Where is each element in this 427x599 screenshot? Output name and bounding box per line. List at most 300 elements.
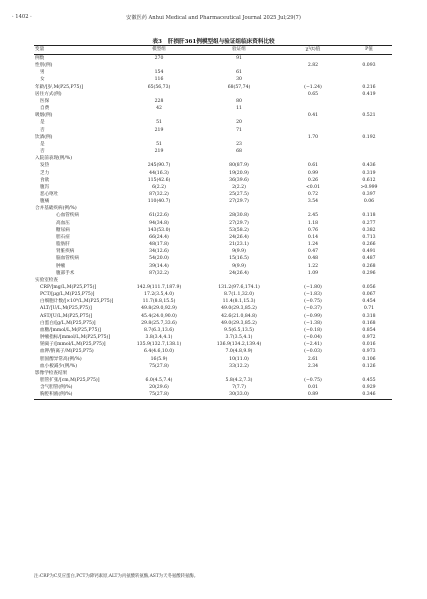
column-header-statistic: χ²(t)值 xyxy=(280,46,346,55)
table-row xyxy=(34,298,392,305)
p-value: 0.319 xyxy=(362,170,376,176)
statistic-value: <0.01 xyxy=(305,184,321,190)
p-value xyxy=(346,127,392,134)
table-row xyxy=(34,212,392,219)
row-label: PCT/[μg/L,M(P25,P75)] xyxy=(40,292,95,298)
row-label: 血糖/[mmol/L,M(P25,P75)] xyxy=(40,327,101,333)
p-value: 0.973 xyxy=(362,349,376,355)
table-row xyxy=(34,291,392,298)
table-row xyxy=(34,384,392,391)
validation-group-value xyxy=(198,370,280,377)
row-label: 糖尿病 xyxy=(56,227,70,233)
validation-group-value: 68(57,74) xyxy=(227,84,251,90)
p-value: 0.067 xyxy=(362,292,376,298)
table-row xyxy=(34,370,392,377)
model-group-value: 20(29.6) xyxy=(149,385,169,391)
p-value xyxy=(346,205,392,212)
statistic-value xyxy=(280,141,346,148)
validation-group-value: 49.0(29.3,85.2) xyxy=(221,320,257,326)
validation-group-value: 19(20.9) xyxy=(229,170,249,176)
model-group-value: 6(2.2) xyxy=(152,184,166,190)
model-group-value: 135.9(132.7,138.1) xyxy=(136,342,182,348)
table-row xyxy=(34,327,392,334)
p-value: 0.216 xyxy=(362,84,376,90)
statistic-value xyxy=(280,105,346,112)
validation-group-value xyxy=(198,91,280,98)
statistic-value: 0.14 xyxy=(307,234,319,240)
row-label: 医保 xyxy=(40,98,50,104)
table-row xyxy=(34,155,392,162)
statistic-value: 0.47 xyxy=(307,249,319,255)
statistic-value: 0.89 xyxy=(280,391,346,399)
statistic-value xyxy=(280,148,346,155)
row-label: 否 xyxy=(40,127,45,133)
p-value xyxy=(346,105,392,112)
validation-group-value: 7.0(4.8,9.9) xyxy=(225,349,253,355)
validation-group-value: 91 xyxy=(236,56,242,61)
model-group-value: 270 xyxy=(154,56,164,61)
p-value: 0.71 xyxy=(363,306,375,312)
statistic-value: 0.41 xyxy=(307,113,319,119)
model-group-value: 87(32.2) xyxy=(149,270,169,276)
table-row xyxy=(34,391,392,399)
journal-title: 安徽医药 Anhui Medical and Pharmaceutical Journal 2025 Jul;29(7) xyxy=(126,15,301,21)
column-header-variable: 变量 xyxy=(34,46,120,55)
statistic-value xyxy=(280,55,346,63)
model-group-value: 66(24.4) xyxy=(149,234,169,240)
table-row xyxy=(34,76,392,83)
validation-group-value: 33(12.2) xyxy=(229,363,249,369)
p-value: 0.521 xyxy=(362,113,376,119)
p-value: 0.016 xyxy=(362,342,376,348)
table-row xyxy=(34,119,392,126)
p-value: 0.093 xyxy=(362,63,376,69)
row-label: 腹泻 xyxy=(40,184,50,190)
statistic-value: 0.26 xyxy=(307,177,319,183)
model-group-value: 39(14.4) xyxy=(149,263,169,269)
p-value xyxy=(346,155,392,162)
p-value: 0.106 xyxy=(362,356,376,362)
validation-group-value: 27(29.7) xyxy=(229,199,249,205)
p-value xyxy=(346,141,392,148)
statistic-value: 3.54 xyxy=(307,199,319,205)
table-row xyxy=(34,62,392,69)
validation-group-value: 8.7(1.1,32.0) xyxy=(224,292,254,298)
table-row xyxy=(34,284,392,291)
row-label: 是 xyxy=(40,141,45,147)
validation-group-value: 80(87.9) xyxy=(229,163,249,169)
validation-group-value xyxy=(198,155,280,162)
table-row xyxy=(34,191,392,198)
statistic-value: 2.34 xyxy=(307,363,319,369)
table-row xyxy=(34,356,392,363)
row-label: 肿瘤指标/[mmol/L,M(P25,P75)] xyxy=(40,335,111,341)
row-label: 乏力 xyxy=(40,170,50,176)
row-label: 胆固醇异常高(例/%) xyxy=(40,356,82,362)
table-row xyxy=(34,263,392,270)
table-row xyxy=(34,227,392,234)
table-row xyxy=(34,141,392,148)
p-value: 0.296 xyxy=(362,270,376,276)
table-row xyxy=(34,277,392,284)
validation-group-value: 9(9.9) xyxy=(232,249,246,255)
validation-group-value: 30(33.0) xyxy=(198,391,280,399)
p-value: 0.346 xyxy=(346,391,392,399)
row-label: 高血压 xyxy=(56,220,70,226)
model-group-value: 219 xyxy=(154,149,164,155)
p-value: 0.266 xyxy=(362,242,376,248)
validation-group-value: 49.0(29.3,85.2) xyxy=(221,306,257,312)
validation-group-value: 68 xyxy=(236,149,242,155)
model-group-value: 3.8(3.4,4.1) xyxy=(145,335,173,341)
p-value xyxy=(346,148,392,155)
p-value: 0.318 xyxy=(362,313,376,319)
validation-group-value: 20 xyxy=(236,120,242,126)
row-label: 女 xyxy=(40,77,45,83)
validation-group-value: 7(7.7) xyxy=(232,385,246,391)
model-group-value: 61(22.6) xyxy=(149,213,169,219)
model-group-value: 17.2(3.5,4.0) xyxy=(144,292,174,298)
p-value: 0.972 xyxy=(362,335,376,341)
statistic-value xyxy=(280,76,346,83)
validation-group-value: 5.8(4.2,7.3) xyxy=(225,378,253,384)
statistic-value: (−0.03) xyxy=(304,349,322,355)
p-value: 0.268 xyxy=(362,263,376,269)
row-label: 钠离子/[mmol/L,M(P25,P75)] xyxy=(40,342,106,348)
statistic-value: 1.70 xyxy=(307,134,319,140)
statistic-value: 1.09 xyxy=(307,270,319,276)
statistic-value xyxy=(280,155,346,162)
p-value: 0.487 xyxy=(362,256,376,262)
table-row xyxy=(34,255,392,262)
table-row xyxy=(34,313,392,320)
row-label: 实验室检查 xyxy=(35,277,58,283)
p-value: 0.056 xyxy=(362,285,376,290)
p-value xyxy=(346,55,392,63)
column-header-p-value: P值 xyxy=(346,46,392,55)
model-group-value: 42 xyxy=(156,106,162,112)
statistic-value xyxy=(280,98,346,105)
model-group-value: 142.9(111.7,187.9) xyxy=(136,285,182,290)
row-label: ALT/[U/L,M(P25,P75)] xyxy=(40,306,92,312)
statistic-value: (−1.38) xyxy=(304,320,322,326)
row-label: 入院前表现(例/%) xyxy=(35,156,73,162)
statistic-value: 0.48 xyxy=(307,256,319,262)
table-row xyxy=(34,198,392,205)
statistic-value xyxy=(280,69,346,76)
validation-group-value: 136.9(134.2,139.4) xyxy=(216,342,262,348)
statistic-value: 0.72 xyxy=(307,191,319,197)
statistic-value: (−1.24) xyxy=(304,84,322,90)
statistic-value: 0.76 xyxy=(307,227,319,233)
validation-group-value: 9(9.9) xyxy=(232,263,246,269)
validation-group-value: 80 xyxy=(236,98,242,104)
statistic-value: 2.61 xyxy=(307,356,319,362)
table-row xyxy=(34,127,392,134)
row-label: 白细胞计数/[×10⁹/L,M(P25,P75)] xyxy=(40,299,114,305)
statistic-value: 1.24 xyxy=(307,242,319,248)
table-title: 肝损肝361例模型组与验证组临床资料比较 xyxy=(167,39,275,45)
statistic-value: (−0.18) xyxy=(304,327,322,333)
row-label: 吸烟(例) xyxy=(35,113,53,119)
validation-group-value: 28(30.8) xyxy=(229,213,249,219)
row-label: 胆石症 xyxy=(56,234,70,240)
table-row xyxy=(34,270,392,277)
validation-group-value: 9.5(6.5,13.5) xyxy=(224,327,254,333)
table-row xyxy=(34,305,392,312)
table-caption xyxy=(0,37,427,45)
p-value xyxy=(346,277,392,284)
table-row xyxy=(34,234,392,241)
validation-group-value: 3.7(3.5,4.1) xyxy=(225,335,253,341)
row-label: AST/[U/L,M(P25,P75)] xyxy=(40,313,93,319)
validation-group-value: 27(29.7) xyxy=(229,220,249,226)
row-label: 否 xyxy=(40,149,45,155)
validation-group-value: 61 xyxy=(236,70,242,76)
row-label: 血钾/钠离子/M(P25,P75) xyxy=(40,349,94,355)
validation-group-value: 131.2(97.6,174.1) xyxy=(218,285,260,290)
table-row xyxy=(34,348,392,355)
table-row xyxy=(34,55,392,63)
row-label: 自费 xyxy=(40,106,50,112)
model-group-value: 116 xyxy=(154,77,164,83)
row-label: 心血管疾病 xyxy=(56,213,79,219)
p-value xyxy=(346,119,392,126)
table-row xyxy=(34,162,392,169)
model-group-value: 115(42.6) xyxy=(147,177,171,183)
table-row xyxy=(34,105,392,112)
p-value: 0.854 xyxy=(362,327,376,333)
p-value: 0.277 xyxy=(362,220,376,226)
validation-group-value: 23 xyxy=(236,141,242,147)
p-value: 0.713 xyxy=(362,234,376,240)
table-number: 表3 xyxy=(152,39,162,45)
statistic-value: 2.82 xyxy=(307,63,319,69)
validation-group-value: 15(16.5) xyxy=(229,256,249,262)
table-row xyxy=(34,248,392,255)
p-value: 0.612 xyxy=(362,177,376,183)
validation-group-value: 11.4(8.1,15.3) xyxy=(222,299,256,305)
row-label: 男 xyxy=(40,70,45,76)
row-label: 影像学检查结果 xyxy=(35,370,68,376)
row-label: 含气胆管(例/%) xyxy=(40,385,73,391)
statistic-value xyxy=(280,277,346,284)
validation-group-value: 25(27.5) xyxy=(229,191,249,197)
model-group-value: 228 xyxy=(154,98,164,104)
model-group-value: 154 xyxy=(154,70,164,76)
p-value: 0.436 xyxy=(362,163,376,169)
model-group-value: 8.7(6.3,13.6) xyxy=(144,327,174,333)
model-group-value: 44(16.3) xyxy=(149,170,169,176)
model-group-value xyxy=(120,205,198,212)
p-value: 0.126 xyxy=(362,363,376,369)
table-row xyxy=(34,184,392,191)
table-row xyxy=(34,170,392,177)
validation-group-value: 42.6(21.0,84.8) xyxy=(221,313,257,319)
model-group-value xyxy=(120,62,198,69)
statistic-value: 1.18 xyxy=(307,220,319,226)
validation-group-value: 30 xyxy=(236,77,242,83)
row-label: 白蛋白/[g/L,M(P25,P75)] xyxy=(40,320,96,326)
statistic-value: (−0.99) xyxy=(304,313,322,319)
model-group-value: 110(40.7) xyxy=(147,199,171,205)
model-group-value: 94(34.8) xyxy=(149,220,169,226)
table-row xyxy=(34,220,392,227)
validation-group-value xyxy=(198,62,280,69)
model-group-value: 45.4(24.0,90.0) xyxy=(141,313,177,319)
clinical-data-table xyxy=(34,45,392,400)
p-value: >0.999 xyxy=(360,184,378,190)
validation-group-value xyxy=(198,134,280,141)
p-value xyxy=(346,76,392,83)
validation-group-value xyxy=(198,112,280,119)
table-row xyxy=(34,177,392,184)
row-label: 胆管扩张/[cm,M(P25,P75)] xyxy=(40,378,100,384)
model-group-value xyxy=(120,370,198,377)
table-row xyxy=(34,377,392,384)
validation-group-value: 53(58.2) xyxy=(229,227,249,233)
model-group-value: 16(5.9) xyxy=(150,356,168,362)
row-label: 居住方式(例) xyxy=(35,91,62,97)
model-group-value: 87(32.2) xyxy=(149,191,169,197)
p-value: 0.118 xyxy=(362,213,376,219)
p-value: 0.382 xyxy=(362,227,376,233)
table-row xyxy=(34,91,392,98)
p-value: 0.397 xyxy=(362,191,376,197)
statistic-value: 2.45 xyxy=(307,213,319,219)
validation-group-value: 71 xyxy=(236,127,242,133)
row-label: 是 xyxy=(40,120,45,126)
row-label: 腹部手术 xyxy=(56,270,75,276)
statistic-value: 0.01 xyxy=(307,385,319,391)
statistic-value: 0.61 xyxy=(307,163,319,169)
table-row xyxy=(34,363,392,370)
statistic-value: (−0.75) xyxy=(304,378,322,384)
statistic-value: 0.65 xyxy=(307,91,319,97)
row-label: CRP/[mg/L,M(P25,P75)] xyxy=(40,285,97,290)
statistic-value: 0.99 xyxy=(307,170,319,176)
model-group-value: 219 xyxy=(154,127,164,133)
validation-group-value: 11 xyxy=(236,106,242,112)
model-group-value: 48(17.8) xyxy=(149,242,169,248)
table-row xyxy=(34,98,392,105)
table-footnote: 注:CRP为C反应蛋白,PCT为降钙素原,ALT为丙氨酸转氨酶,AST为天冬氨酸转氨酶。 xyxy=(34,574,199,579)
row-label: 例数 xyxy=(35,56,45,61)
statistic-value: (−2.41) xyxy=(304,342,322,348)
validation-group-value: 10(11.0) xyxy=(229,356,249,362)
p-value xyxy=(346,98,392,105)
p-value: 0.491 xyxy=(362,249,376,255)
column-header-model-group: 模型组 xyxy=(120,46,198,55)
statistic-value: (−1.80) xyxy=(304,285,322,290)
p-value: 0.06 xyxy=(363,199,375,205)
row-label: 食欲 xyxy=(40,177,50,183)
table-row xyxy=(34,148,392,155)
validation-group-value: 21(23.1) xyxy=(229,242,249,248)
table-row xyxy=(34,334,392,341)
row-label: 血小板减少(例/%) xyxy=(40,363,78,369)
p-value: 0.454 xyxy=(362,299,376,305)
model-group-value: 65(56,73) xyxy=(147,84,171,90)
row-label: 脑血管疾病 xyxy=(56,256,79,262)
statistic-value: (−0.04) xyxy=(304,335,322,341)
row-label: 胸腔积液(例/%) xyxy=(34,391,120,399)
p-value: 0.455 xyxy=(362,378,376,384)
row-label: 恶心呕吐 xyxy=(40,191,59,197)
model-group-value: 29.8(25.7,33.6) xyxy=(141,320,177,326)
table-row xyxy=(34,84,392,91)
table-row xyxy=(34,241,392,248)
validation-group-value: 2(2.2) xyxy=(232,184,246,190)
row-label: 腹痛 xyxy=(40,199,50,205)
model-group-value: 34(12.6) xyxy=(149,249,169,255)
statistic-value: 1.22 xyxy=(307,263,319,269)
page-number: · 1402 · xyxy=(12,14,32,20)
row-label: 饮酒(例) xyxy=(35,134,53,140)
model-group-value: 11.7(8.8,15.5) xyxy=(142,299,176,305)
row-label: 性别(例) xyxy=(35,63,53,69)
validation-group-value xyxy=(198,205,280,212)
p-value xyxy=(346,69,392,76)
model-group-value xyxy=(120,277,198,284)
model-group-value: 245(90.7) xyxy=(147,163,171,169)
model-group-value: 6.4(4.6,10.0) xyxy=(144,349,174,355)
page-header xyxy=(12,14,415,24)
statistic-value: (−0.75) xyxy=(304,299,322,305)
model-group-value: 6.0(4.5,7.4) xyxy=(145,378,173,384)
statistic-value xyxy=(280,127,346,134)
p-value xyxy=(346,370,392,377)
model-group-value xyxy=(120,91,198,98)
model-group-value: 75(27.8) xyxy=(149,363,169,369)
row-label: 肿瘤 xyxy=(56,263,66,269)
p-value: 0.192 xyxy=(362,134,376,140)
validation-group-value: 36(39.6) xyxy=(229,177,249,183)
statistic-value xyxy=(280,370,346,377)
model-group-value: 51 xyxy=(156,120,162,126)
table-row xyxy=(34,341,392,348)
model-group-value: 143(53.0) xyxy=(147,227,171,233)
statistic-value: (−1.83) xyxy=(304,292,322,298)
column-header-validation-group: 验证组 xyxy=(198,46,280,55)
table-row xyxy=(34,69,392,76)
row-label: 合并基础疾病(例/%) xyxy=(35,206,77,212)
p-value: 0.168 xyxy=(362,320,376,326)
row-label: 脂肪肝 xyxy=(56,242,70,248)
validation-group-value: 24(26.4) xyxy=(229,270,249,276)
validation-group-value xyxy=(198,277,280,284)
model-group-value: 49.8(29.0,92.9) xyxy=(141,306,177,312)
row-label: 年龄/[岁,M(P25,P75)] xyxy=(35,84,83,90)
table-row xyxy=(34,134,392,141)
table-header-row xyxy=(34,46,392,55)
table-row xyxy=(34,320,392,327)
model-group-value: 75(27.8) xyxy=(120,391,198,399)
model-group-value: 51 xyxy=(156,141,162,147)
validation-group-value: 24(26.4) xyxy=(229,234,249,240)
row-label: 发热 xyxy=(40,163,50,169)
p-value: 0.419 xyxy=(362,91,376,97)
model-group-value xyxy=(120,155,198,162)
p-value: 0.929 xyxy=(362,385,376,391)
model-group-value xyxy=(120,134,198,141)
row-label: 肾脏疾病 xyxy=(56,249,75,255)
table-row xyxy=(34,205,392,212)
model-group-value xyxy=(120,112,198,119)
statistic-value xyxy=(280,205,346,212)
table-row xyxy=(34,112,392,119)
statistic-value: (−0.37) xyxy=(304,306,322,312)
